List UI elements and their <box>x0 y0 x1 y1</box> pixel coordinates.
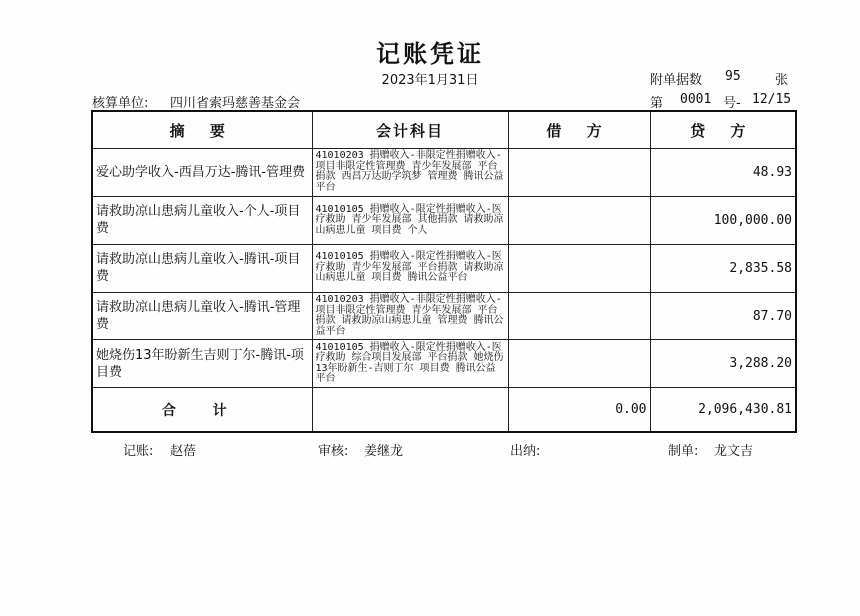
unit-label: 核算单位: <box>92 96 149 111</box>
row-debit <box>508 149 650 197</box>
row-credit: 3,288.20 <box>650 340 796 388</box>
row-debit <box>508 244 650 292</box>
voucher-table <box>91 110 797 433</box>
table-row <box>92 340 796 388</box>
row-credit: 87.70 <box>650 292 796 340</box>
voucher-no-prefix: 第 <box>650 96 664 111</box>
bookkeeper-label: 记账: <box>123 444 154 459</box>
row-credit: 48.93 <box>650 149 796 197</box>
table-header-row <box>92 111 796 149</box>
voucher-title: 记账凭证 <box>376 40 484 68</box>
row-summary: 请救助凉山患病儿童收入-腾讯-项目费 <box>92 244 312 292</box>
total-subject-empty <box>312 388 508 432</box>
voucher-no-suffix: 号- <box>723 96 741 111</box>
row-credit: 2,835.58 <box>650 244 796 292</box>
row-subject: 41010105 捐赠收入-限定性捐赠收入-医疗救助 青少年发展部 平台捐款 请救助凉山病患儿童 项目费 腾讯公益平台 <box>312 244 508 292</box>
row-summary: 请救助凉山患病儿童收入-个人-项目费 <box>92 196 312 244</box>
row-subject: 41010105 捐赠收入-限定性捐赠收入-医疗救助 综合项目发展部 平台捐款 她烧伤13年盼新生-吉则丁尔 项目费 腾讯公益平台 <box>312 340 508 388</box>
row-debit <box>508 292 650 340</box>
row-subject: 41010105 捐赠收入-限定性捐赠收入-医疗救助 青少年发展部 其他捐款 请救助凉山病患儿童 项目费 个人 <box>312 196 508 244</box>
table-row <box>92 149 796 197</box>
preparer-name: 龙文吉 <box>714 444 754 459</box>
voucher-number: 0001 <box>680 92 712 107</box>
bookkeeper-name: 赵蓓 <box>170 444 197 459</box>
row-debit <box>508 196 650 244</box>
cashier-label: 出纳: <box>510 444 541 459</box>
header-subject: 会计科目 <box>312 111 508 149</box>
row-debit <box>508 340 650 388</box>
voucher-date: 2023年1月31日 <box>381 73 479 88</box>
row-subject: 41010203 捐赠收入-非限定性捐赠收入-项目非限定性管理费 青少年发展部 平台捐款 请救助凉山病患儿童 管理费 腾讯公益平台 <box>312 292 508 340</box>
table-row <box>92 196 796 244</box>
unit-name: 四川省索玛慈善基金会 <box>170 96 301 111</box>
total-label: 合 计 <box>92 388 312 432</box>
total-row <box>92 388 796 432</box>
row-summary: 她烧伤13年盼新生吉则丁尔-腾讯-项目费 <box>92 340 312 388</box>
table-row <box>92 244 796 292</box>
total-debit: 0.00 <box>508 388 650 432</box>
header-credit: 贷 方 <box>650 111 796 149</box>
preparer-label: 制单: <box>668 444 699 459</box>
attachments-count: 95 <box>725 69 741 84</box>
row-summary: 请救助凉山患病儿童收入-腾讯-管理费 <box>92 292 312 340</box>
total-credit: 2,096,430.81 <box>650 388 796 432</box>
reviewer-name: 姜继龙 <box>364 444 404 459</box>
row-credit: 100,000.00 <box>650 196 796 244</box>
header-summary: 摘 要 <box>92 111 312 149</box>
attachments-unit: 张 <box>775 73 789 88</box>
table-row <box>92 292 796 340</box>
attachments-label: 附单据数 <box>650 73 703 88</box>
header-debit: 借 方 <box>508 111 650 149</box>
row-summary: 爱心助学收入-西昌万达-腾讯-管理费 <box>92 149 312 197</box>
reviewer-label: 审核: <box>318 444 349 459</box>
row-subject: 41010203 捐赠收入-非限定性捐赠收入-项目非限定性管理费 青少年发展部 平台捐款 西昌万达助学筑梦 管理费 腾讯公益平台 <box>312 149 508 197</box>
voucher-page: 12/15 <box>752 92 792 107</box>
